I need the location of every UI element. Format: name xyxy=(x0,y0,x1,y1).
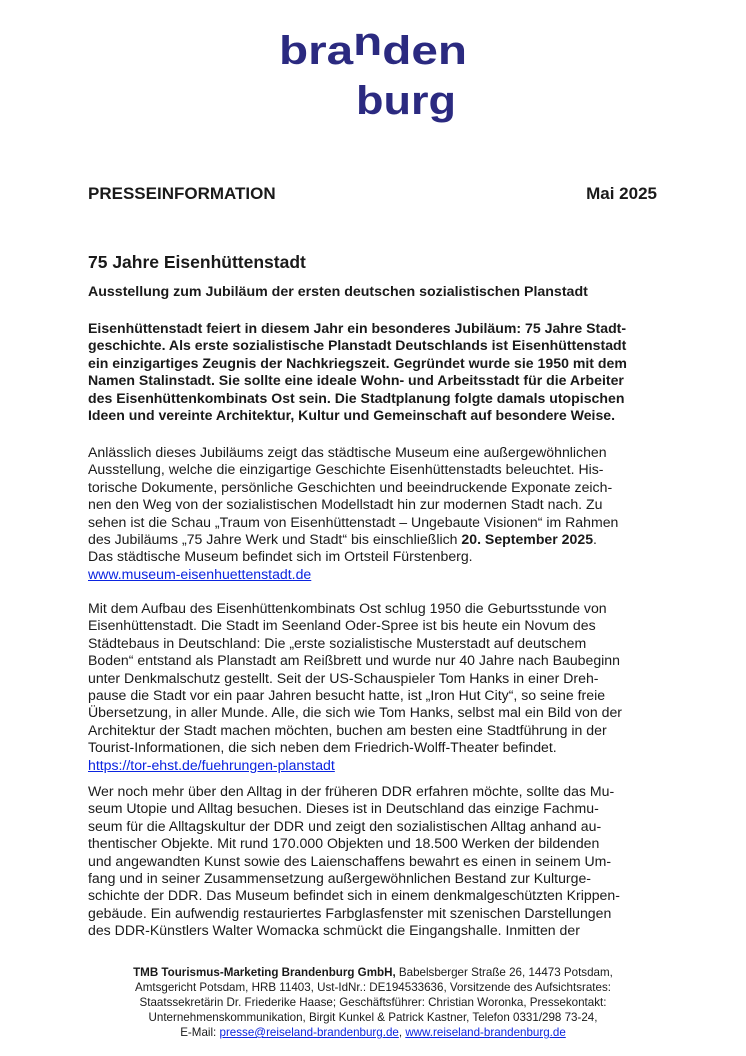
footer-line xyxy=(0,1025,746,1040)
text-line: gebäude. Ein aufwendig restauriertes Farbglasfenster mit szenischen Darstellungen xyxy=(88,904,612,921)
text-line: pause die Stadt vor ein paar Jahren besucht hatte, ist „Iron Hut City“, so seine freie xyxy=(88,687,606,704)
text-line: Namen Stalinstadt. Sie sollte eine ideale Wohn- und Arbeitsstadt für die Arbeiter xyxy=(88,372,624,389)
text-line: seum Utopie und Alltag besuchen. Dieses ist in Deutschland das einzige Fachmu- xyxy=(88,800,599,817)
text-span: . xyxy=(593,531,597,548)
text-line: fang und in seiner Zusammensetzung außergewöhnlichen Bestand zur Kulturge- xyxy=(88,870,591,887)
company-address: Babelsberger Straße 26, 14473 Potsdam, xyxy=(395,966,613,979)
svg-text:branden: bra n den xyxy=(279,20,454,73)
text-line: Tourist-Informationen, die sich neben dem Friedrich-Wolff-Theater befindet. xyxy=(88,739,557,756)
text-line: Eisenhüttenstadt. Die Stadt im Seenland Oder-Spree ist bis heute ein Novum des xyxy=(88,617,596,634)
press-info-label: PRESSEINFORMATION xyxy=(88,184,276,203)
text-line: und angewandten Kunst sowie des Laienschaffens bewahrt es einen in seinem Um- xyxy=(88,852,612,869)
exhibition-end-date: 20. September 2025 xyxy=(461,531,594,548)
email-label: E-Mail: xyxy=(180,1026,220,1039)
text-line: thentischer Objekte. Mit rund 170.000 Objekten und 18.500 Werken der bildenden xyxy=(88,835,600,852)
city-tour-link[interactable]: https://tor-ehst.de/fuehrungen-planstadt xyxy=(88,756,335,773)
text-line: Ausstellung, welche die einzigartige Geschichte Eisenhüttenstadts beleuchtet. His- xyxy=(88,461,604,478)
text-line: Übersetzung, in aller Munde. Alle, die sich wie Tom Hanks, selbst mal ein Bild von der xyxy=(88,704,622,721)
text-line: Architektur der Stadt machen möchten, buchen am besten eine Stadtführung in der xyxy=(88,721,607,738)
separator: , xyxy=(398,1026,406,1039)
text-line xyxy=(88,531,668,548)
page-title: 75 Jahre Eisenhüttenstadt xyxy=(88,252,306,272)
text-line: schichte der DDR. Das Museum befindet sich in einem denkmalgeschützten Krippen- xyxy=(88,887,620,904)
text-line: des Eisenhüttenkombinats Ost sein. Die Stadtplanung folgte damals utopischen xyxy=(88,389,625,406)
text-line: seum für die Alltagskultur der DDR und zeigt den sozialistischen Alltag anhand au- xyxy=(88,817,602,834)
museum-link[interactable]: www.museum-eisenhuettenstadt.de xyxy=(88,565,312,582)
company-name: TMB Tourismus-Marketing Brandenburg GmbH, xyxy=(133,966,396,979)
footer-imprint xyxy=(0,965,746,1040)
email-link[interactable]: presse@reiseland-brandenburg.de xyxy=(219,1026,399,1039)
text-line: Boden“ entstand als Planstadt am Reißbrett und wurde nur 40 Jahre nach Baubeginn xyxy=(88,652,620,669)
footer-line xyxy=(0,965,746,980)
footer-line: Unternehmenskommunikation, Birgit Kunkel & Patrick Kastner, Telefon 0331/298 73-24, xyxy=(148,1011,598,1024)
text-line: unter Denkmalschutz gestellt. Seit der US-Schauspieler Tom Hanks in einer Dreh- xyxy=(88,669,599,686)
footer-line: Amtsgericht Potsdam, HRB 11403, Ust-IdNr.: DE194533636, Vorsitzende des Aufsichtsrates: xyxy=(134,981,611,994)
text-line: Anlässlich dieses Jubiläums zeigt das städtische Museum eine außergewöhnlichen xyxy=(88,444,607,460)
lead-paragraph xyxy=(88,320,668,424)
text-line: Das städtische Museum befindet sich im Ortsteil Fürstenberg. xyxy=(88,548,473,565)
subtitle: Ausstellung zum Jubiläum der ersten deutschen sozialistischen Planstadt xyxy=(88,284,588,300)
text-line: nen den Weg von der sozialistischen Modellstadt hin zur modernen Stadt nach. Zu xyxy=(88,496,603,513)
text-line: ein einzigartiges Zeugnis der Nachkriegszeit. Gegründet wurde sie 1950 mit dem xyxy=(88,354,627,371)
text-line: sehen ist die Schau „Traum von Eisenhüttenstadt – Ungebaute Visionen“ im Rahmen xyxy=(88,513,619,530)
text-line: Städtebaus in Deutschland: Die „erste sozialistische Musterstadt auf deutschem xyxy=(88,634,587,651)
issue-date: Mai 2025 xyxy=(586,184,657,203)
ddr-museum-paragraph xyxy=(88,783,668,940)
text-line: geschichte. Als erste sozialistische Planstadt Deutschlands ist Eisenhüttenstadt xyxy=(88,337,627,354)
text-line: Mit dem Aufbau des Eisenhüttenkombinats Ost schlug 1950 die Geburtsstunde von xyxy=(88,600,607,616)
text-line: Ideen und vereinte Architektur, Kultur und Gemeinschaft auf besondere Weise. xyxy=(88,407,616,424)
website-link[interactable]: www.reiseland-brandenburg.de xyxy=(405,1026,566,1039)
text-line: Wer noch mehr über den Alltag in der früheren DDR erfahren möchte, sollte das Mu- xyxy=(88,783,615,799)
text-line: torische Dokumente, persönliche Geschichten und beeindruckende Exponate zeich- xyxy=(88,478,613,495)
exhibition-paragraph xyxy=(88,444,668,583)
text-line: des DDR-Künstlers Walter Womacka schmückt die Eingangshalle. Inmitten der xyxy=(88,922,580,939)
svg-text:burg: burg xyxy=(356,79,456,123)
city-history-paragraph xyxy=(88,600,668,774)
brandenburg-logo xyxy=(0,0,746,135)
footer-line: Staatssekretärin Dr. Friederike Haase; Geschäftsführer: Christian Woronka, Pressekontakt: xyxy=(139,996,607,1009)
text-span: des Jubiläums „75 Jahre Werk und Stadt“ bis einschließlich xyxy=(88,531,462,548)
text-line: Eisenhüttenstadt feiert in diesem Jahr ein besonderes Jubiläum: 75 Jahre Stadt- xyxy=(88,320,627,336)
